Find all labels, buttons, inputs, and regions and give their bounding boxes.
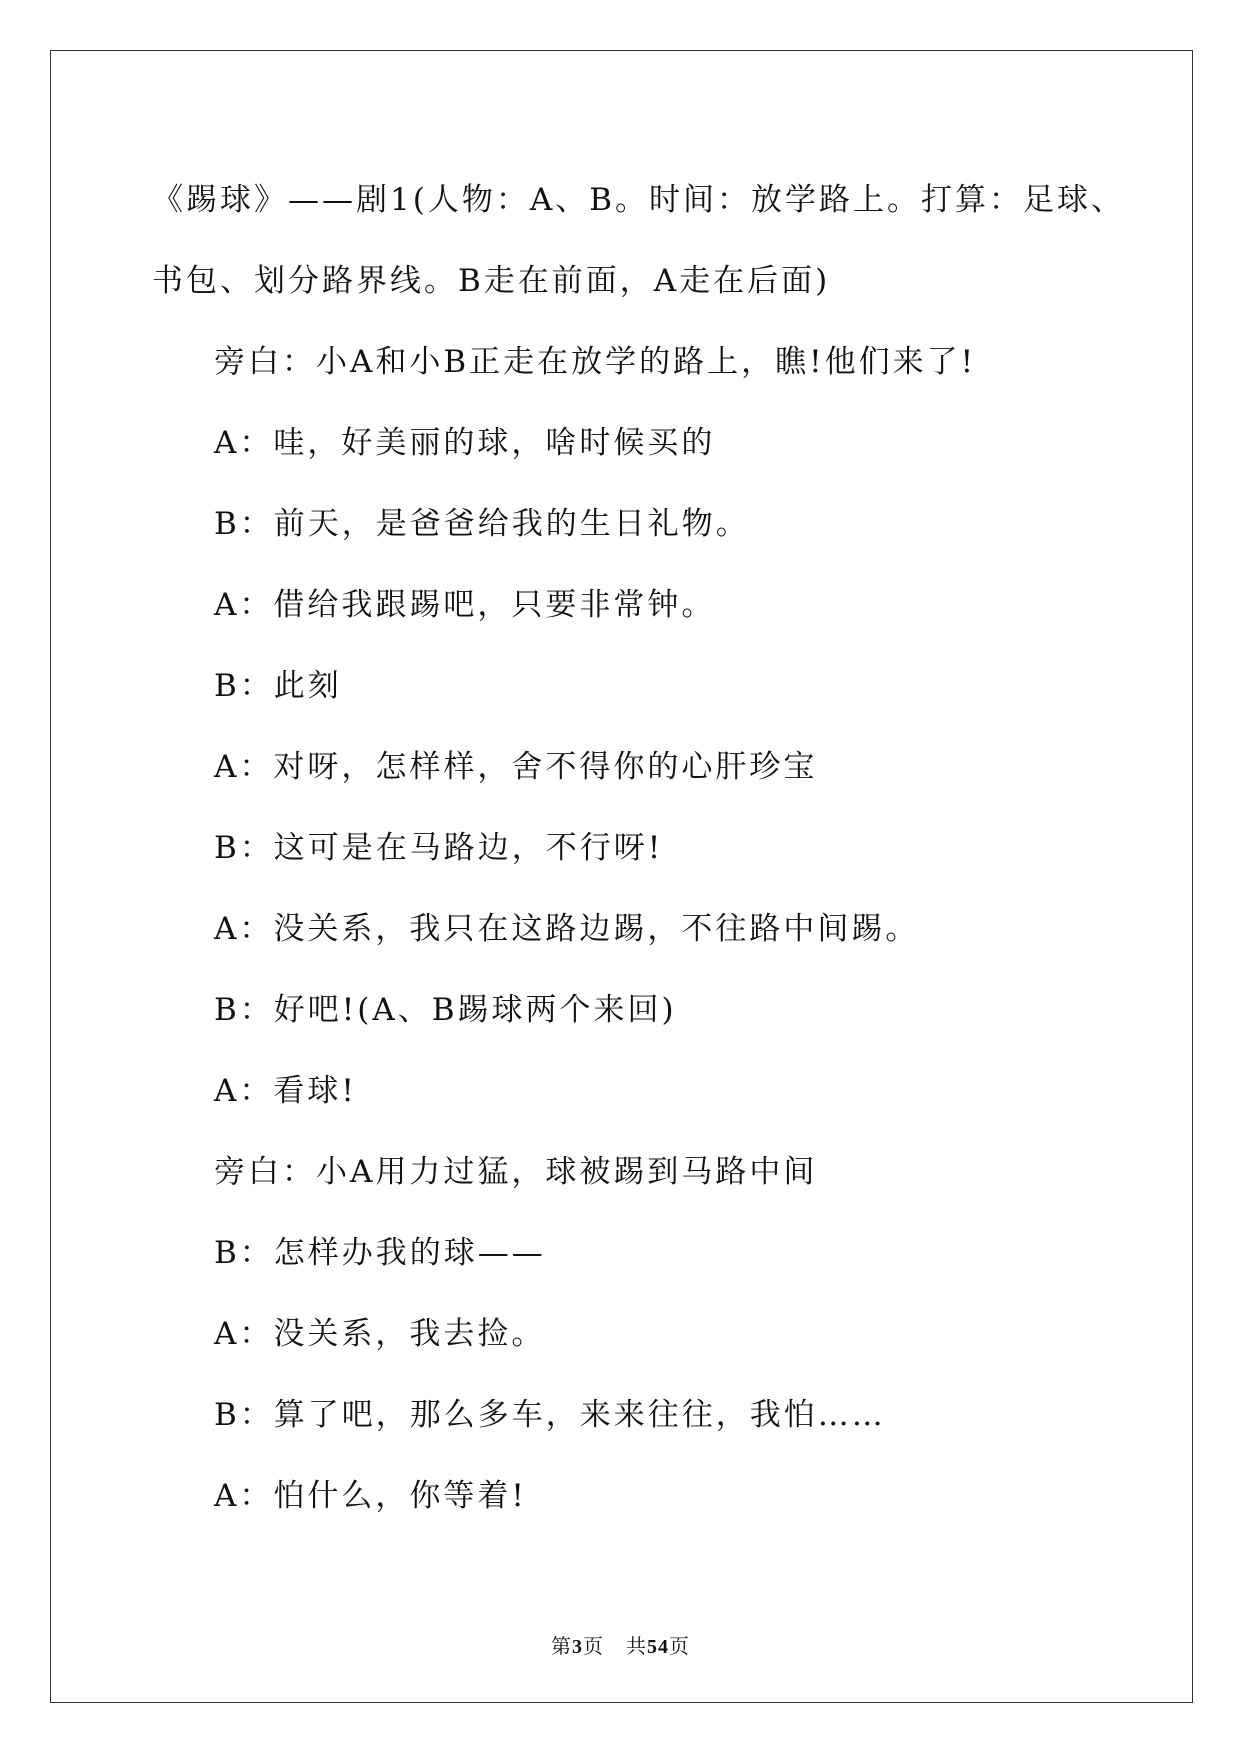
document-body — [152, 160, 1132, 1537]
dialogue-line: A：对呀，怎样样，舍不得你的心肝珍宝 — [214, 749, 818, 785]
footer-page-suffix: 页 — [582, 1634, 604, 1658]
footer-prefix: 第 — [550, 1634, 572, 1658]
dialogue-line: B：此刻 — [214, 668, 342, 704]
dialogue-line: 旁白：小A和小B正走在放学的路上，瞧!他们来了! — [214, 344, 977, 380]
dialogue-line: A：借给我跟踢吧，只要非常钟。 — [214, 587, 716, 623]
footer-total-suffix: 页 — [669, 1634, 691, 1658]
page-number: 3 — [571, 1636, 583, 1658]
dialogue-line: A：没关系，我只在这路边踢，不往路中间踢。 — [214, 911, 920, 947]
dialogue-line: B：算了吧，那么多车，来来往往，我怕…… — [214, 1397, 886, 1433]
script-heading: 《踢球》——剧1(人物：A、B。时间：放学路上。打算：足球、书包、划分路界线。B走在前面，A走在后面) — [152, 182, 1125, 299]
total-pages: 54 — [647, 1636, 670, 1658]
dialogue-line: A：没关系，我去捡。 — [214, 1316, 546, 1352]
dialogue-line: A：怕什么，你等着! — [214, 1478, 527, 1514]
dialogue-line: A：看球! — [214, 1073, 357, 1109]
page-footer — [0, 1630, 1241, 1659]
dialogue-line: B：怎样办我的球—— — [214, 1235, 546, 1271]
dialogue-line: 旁白：小A用力过猛，球被踢到马路中间 — [214, 1154, 818, 1190]
dialogue-line: B：好吧!(A、B踢球两个来回) — [214, 992, 677, 1028]
dialogue-line: B：这可是在马路边，不行呀! — [214, 830, 664, 866]
dialogue-line: A：哇，好美丽的球，啥时候买的 — [214, 425, 716, 461]
footer-total-prefix: 共 — [626, 1634, 648, 1658]
dialogue-line: B：前天，是爸爸给我的生日礼物。 — [214, 506, 750, 542]
